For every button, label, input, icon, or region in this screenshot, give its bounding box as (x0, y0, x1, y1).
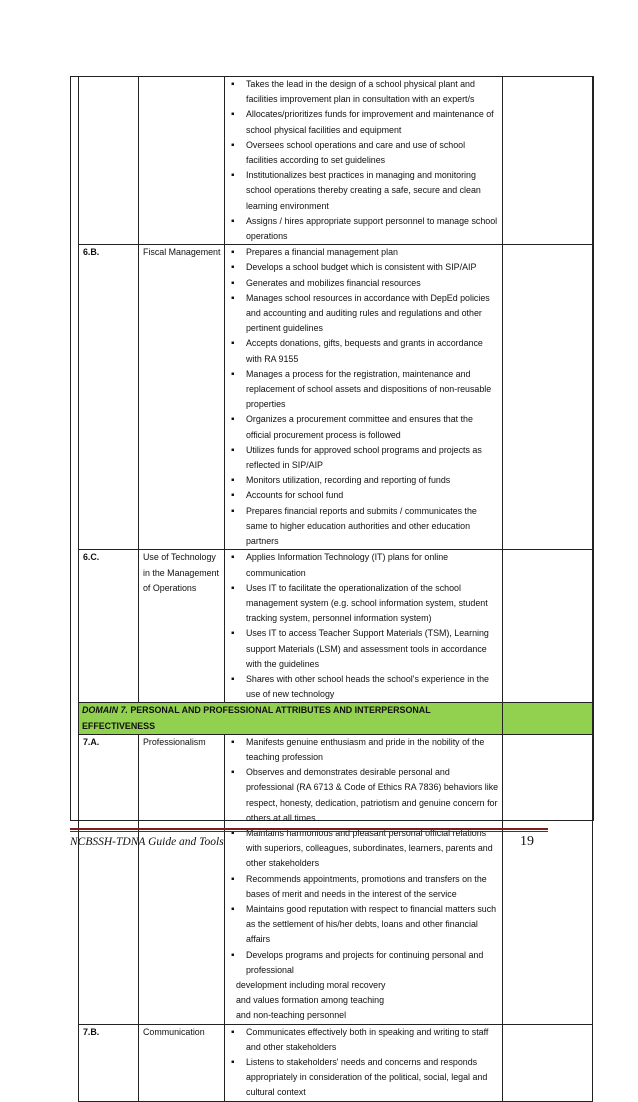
competency-row (79, 734, 593, 1024)
competency-row (79, 550, 593, 703)
rating-cell (503, 245, 593, 550)
rating-cell (503, 734, 593, 1024)
domain-label: DOMAIN 7. (82, 705, 128, 716)
competency-row (79, 1024, 593, 1101)
competency-area: Fiscal Management (139, 245, 225, 550)
indicator-item: ▪ Develops programs and projects for continuing personal and professional (228, 948, 499, 978)
indicator-list (228, 1025, 499, 1101)
indicator-list (228, 550, 499, 702)
indicator-item: ▪ Utilizes funds for approved school programs and projects as reflected in SIP/AIP (228, 443, 499, 473)
indicator-item: ▪ Maintains good reputation with respect to financial matters such as the settlement of his/her debts, loans and other financial affairs (228, 902, 499, 948)
rating-cell (503, 550, 593, 703)
competency-area: Professionalism (139, 734, 225, 1024)
domain-header (79, 703, 503, 734)
competency-code (79, 77, 139, 245)
indicators-cell (225, 77, 503, 245)
footer-rule-thin (70, 831, 548, 832)
indicator-list (228, 245, 499, 549)
indicator-item: ▪ Allocates/prioritizes funds for improvement and maintenance of school physical facilities and equipment (228, 107, 499, 137)
indicator-item: ▪ Manages a process for the registration, maintenance and replacement of school assets and dispositions of non-reusable properties (228, 367, 499, 413)
indicator-item: ▪ Communicates effectively both in speaking and writing to staff and other stakeholders (228, 1025, 499, 1055)
indicator-item: ▪ Institutionalizes best practices in managing and monitoring school operations thereby creating a safe, secure and clean learning environment (228, 168, 499, 214)
indicator-item: ▪ Accounts for school fund (228, 488, 499, 503)
indicators-cell (225, 245, 503, 550)
indicator-item: ▪ Organizes a procurement committee and ensures that the official procurement process is followed (228, 412, 499, 442)
domain-header-row (79, 703, 593, 734)
indicators-cell (225, 1024, 503, 1101)
domain-title: PERSONAL AND PROFESSIONAL ATTRIBUTES AND INTERPERSONAL EFFECTIVENESS (82, 705, 431, 731)
indicator-item: ▪ Shares with other school heads the school's experience in the use of new technology (228, 672, 499, 702)
competency-area (139, 77, 225, 245)
indicators-cell (225, 734, 503, 1024)
indicator-item: ▪ Prepares financial reports and submits / communicates the same to higher education authorities and other education partners (228, 504, 499, 550)
indicator-list (228, 77, 499, 244)
indicator-list (228, 735, 499, 1024)
competency-row (79, 245, 593, 550)
indicator-item: ▪ Manifests genuine enthusiasm and pride in the nobility of the teaching profession (228, 735, 499, 765)
indicator-item: ▪ Maintains harmonious and pleasant personal official relations with superiors, colleagues, subordinates, learners, parents and other stakeholders (228, 826, 499, 872)
indicator-item: and values formation among teaching (236, 995, 385, 1006)
indicator-item: ▪ Oversees school operations and care and use of school facilities according to set guidelines (228, 138, 499, 168)
competency-code: 6.B. (79, 245, 139, 550)
footer-rule (70, 828, 548, 830)
competency-area: Use of Technology in the Management of Operations (139, 550, 225, 703)
indicator-item: ▪ Develops a school budget which is consistent with SIP/AIP (228, 260, 499, 275)
competency-code: 7.B. (79, 1024, 139, 1101)
indicator-item: ▪ Generates and mobilizes financial resources (228, 276, 499, 291)
competency-table (78, 76, 593, 1102)
indicator-item: ▪ Uses IT to access Teacher Support Materials (TSM), Learning support Materials (LSM) and assessment tools in accordance with the guidelines (228, 626, 499, 672)
rating-cell (503, 1024, 593, 1101)
indicator-item: ▪ Listens to stakeholders' needs and concerns and responds appropriately in consideration of the political, social, legal and cultural context (228, 1055, 499, 1101)
indicator-item: ▪ Observes and demonstrates desirable personal and professional (RA 6713 & Code of Ethics RA 7836) behaviors like respect, honesty, dedication, patriotism and genuine concern for others at all times (228, 765, 499, 826)
indicator-item: ▪ Monitors utilization, recording and reporting of funds (228, 473, 499, 488)
indicator-item: ▪ Takes the lead in the design of a school physical plant and facilities improvement plan in consultation with an expert/s (228, 77, 499, 107)
indicator-item: ▪ Recommends appointments, promotions and transfers on the bases of merit and needs in the interest of the service (228, 872, 499, 902)
indicator-item: ▪ Assigns / hires appropriate support personnel to manage school operations (228, 214, 499, 244)
indicators-cell (225, 550, 503, 703)
rating-cell (503, 703, 593, 734)
competency-code: 6.C. (79, 550, 139, 703)
competency-row (79, 77, 593, 245)
indicator-item: ▪ Prepares a financial management plan (228, 245, 499, 260)
indicator-item: ▪ Accepts donations, gifts, bequests and grants in accordance with RA 9155 (228, 336, 499, 366)
page-number: 19 (520, 834, 534, 849)
indicator-item: ▪ Manages school resources in accordance with DepEd policies and accounting and auditing rules and regulations and other pertinent guidelines (228, 291, 499, 337)
indicator-item: ▪ Applies Information Technology (IT) plans for online communication (228, 550, 499, 580)
competency-code: 7.A. (79, 734, 139, 1024)
competency-area: Communication (139, 1024, 225, 1101)
rating-cell (503, 77, 593, 245)
footer-title: NCBSSH-TDNA Guide and Tools (70, 836, 224, 848)
indicator-item: ▪ Uses IT to facilitate the operationalization of the school management system (e.g. school information system, student tracking system, personnel information system) (228, 581, 499, 627)
indicator-item: development including moral recovery (236, 979, 386, 990)
indicator-item: and non-teaching personnel (236, 1010, 347, 1021)
